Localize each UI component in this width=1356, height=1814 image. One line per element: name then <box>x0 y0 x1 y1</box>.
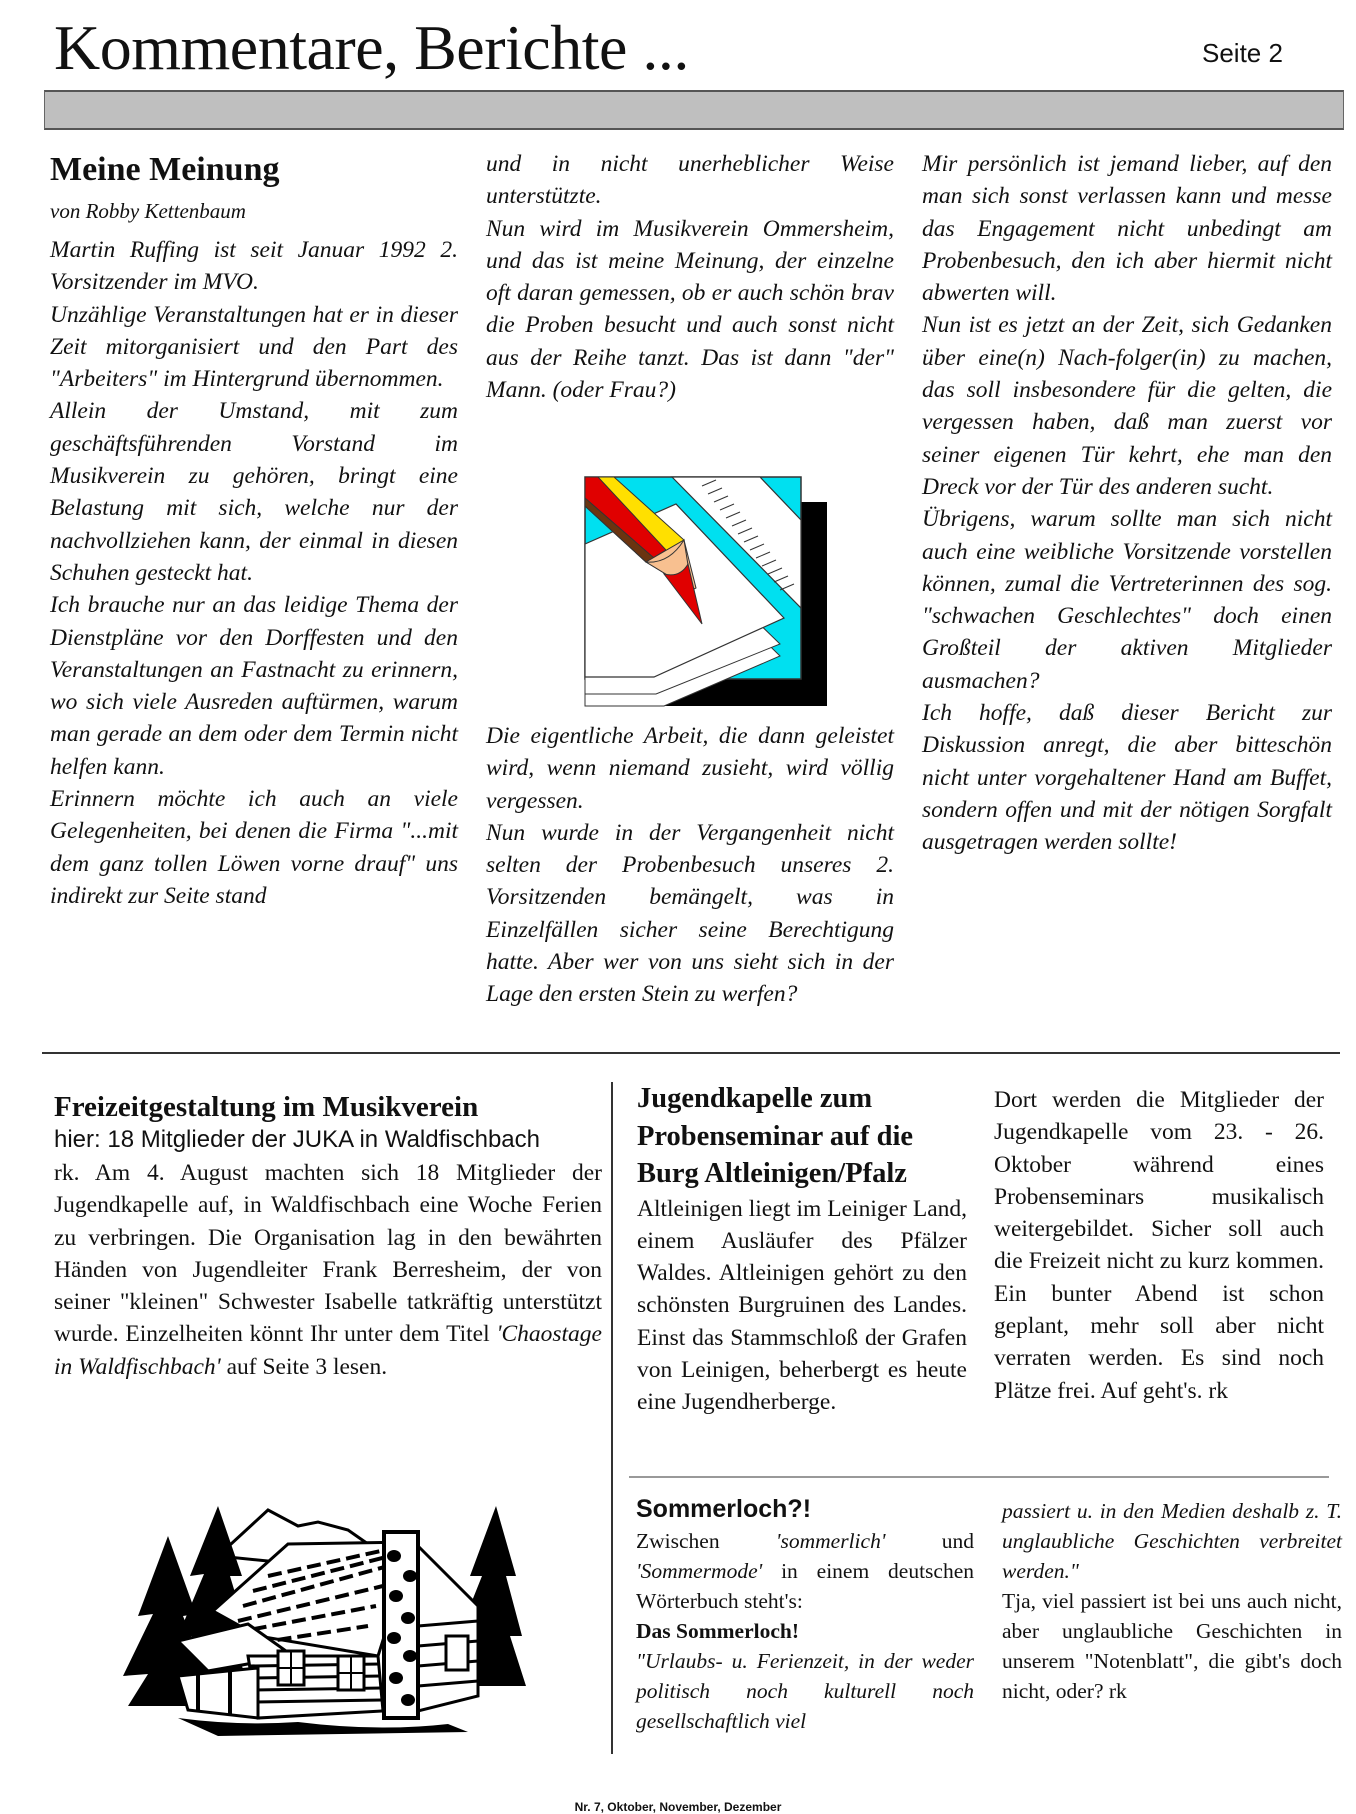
paragraph: Übrigens, warum sollte man sich nicht auch eine weibliche Vorsitzende vorstellen können, zumal die Vertreterinnen des sog. "schwachen Geschlechtes" doch einen Großteil der aktiven Mitglieder ausmachen? <box>922 506 1332 694</box>
paragraph: Dort werden die Mitglieder der Jugendkapelle vom 23. - 26. Oktober während eines Probenseminars musikalisch weitergebildet. Sicher soll auch die Freizeit nicht zu kurz kommen. Ein bunter Abend ist schon geplant, mehr soll aber nicht verraten werden. Es sind noch Plätze frei. Auf geht's. rk <box>994 1087 1324 1404</box>
paragraph <box>54 1157 602 1383</box>
article-meine-meinung-col3 <box>922 148 1332 859</box>
header-bar <box>44 90 1344 130</box>
article-jugendkapelle <box>637 1080 967 1419</box>
paragraph <box>636 1526 974 1616</box>
text-run: rk. Am 4. August machten sich 18 Mitglieder der Jugendkapelle auf, in Waldfischbach eine Woche Ferien zu verbringen. Die Organisation lag in den bewährten Händen von Jugendleiter Frank Berresheim, der von seiner "kleinen" Schwester Isabelle tatkräftig unterstützt wurde. Einzelheiten könnt Ihr unter dem Titel <box>54 1160 602 1348</box>
section-divider <box>629 1476 1329 1478</box>
paragraph: Ich hoffe, daß dieser Bericht zur Diskussion anregt, die aber bitteschön nicht unter vorgehaltener Hand am Buffet, sondern offen und mit der nötigen Sorgfalt ausgetragen werden sollte! <box>922 700 1332 856</box>
text-run: und <box>885 1529 974 1553</box>
column-divider <box>611 1082 613 1754</box>
paragraph: Allein der Umstand, mit zum geschäftsführenden Vorstand im Musikverein zu gehören, bringt eine Belastung mit sich, welche nur der nachvollziehen kann, der einmal in diesen Schuhen gesteckt hat. <box>50 398 458 586</box>
article-freizeitgestaltung <box>54 1090 602 1383</box>
article-title: Meine Meinung <box>50 151 280 188</box>
page-number: Seite 2 <box>1202 38 1283 68</box>
pencil-paper-icon <box>584 476 830 708</box>
paragraph: Nun wird im Musikverein Ommersheim, und das ist meine Meinung, der einzelne oft daran gemessen, ob er auch schön brav die Proben besucht und auch sonst nicht aus der Reihe tanzt. Das ist dann "der" Mann. (oder Frau?) <box>486 215 894 404</box>
footer-issue-info: Nr. 7, Oktober, November, Dezember <box>574 1800 782 1814</box>
paragraph: Martin Ruffing ist seit Januar 1992 2. Vorsitzender im MVO. <box>50 237 458 296</box>
paragraph: Tja, viel passiert ist bei uns auch nicht, aber unglaubliche Geschichten in unserem "Notenblatt", die gibt's doch nicht, oder? rk <box>1002 1589 1342 1703</box>
text-run: in einem deutschen Wörterbuch steht's: <box>636 1559 974 1613</box>
paragraph: Ich brauche nur an das leidige Thema der Dienstpläne vor den Dorffesten und den Veranstaltungen an Fastnacht zu erinnern, wo sich viele Ausreden auftürmen, warum man gerade an dem oder dem Termin nicht helfen kann. <box>50 592 458 780</box>
article-sommerloch <box>636 1494 974 1736</box>
article-title: Sommerloch?! <box>636 1495 812 1523</box>
log-cabin-icon <box>118 1496 526 1740</box>
article-byline: von Robby Kettenbaum <box>50 199 246 223</box>
article-jugendkapelle-continued <box>994 1084 1324 1407</box>
paragraph: Nun ist es jetzt an der Zeit, sich Gedanken über eine(n) Nach-folger(in) zu machen, das soll insbesondere für die gelten, die vergessen haben, daß man zuerst vor seiner eigenen Tür kehrt, ehe man den Dreck vor der Tür des anderen sucht. <box>922 312 1332 500</box>
article-meine-meinung-col1 <box>50 150 458 912</box>
article-title: Freizeitgestaltung im Musikverein <box>54 1091 479 1123</box>
highlight-line: Das Sommerloch! <box>636 1619 800 1643</box>
paragraph: Die eigentliche Arbeit, die dann geleistet wird, wenn niemand zusieht, wird völlig vergessen. <box>486 723 894 814</box>
quoted-term: 'sommerlich' <box>775 1529 886 1553</box>
paragraph: Erinnern möchte ich auch an viele Gelegenheiten, bei denen die Firma "...mit dem ganz tollen Löwen vorne drauf" uns indirekt zur Seite stand <box>50 786 458 909</box>
article-subtitle: hier: 18 Mitglieder der JUKA in Waldfischbach <box>54 1126 540 1153</box>
quoted-term: 'Sommermode' <box>636 1559 763 1583</box>
paragraph: Nun wurde in der Vergangenheit nicht selten der Probenbesuch unseres 2. Vorsitzenden bemängelt, was in Einzelfällen sicher seine Berechtigung hatte. Aber wer von uns sieht sich in der Lage den ersten Stein zu werfen? <box>486 819 894 1008</box>
article-sommerloch-continued <box>1002 1496 1342 1706</box>
text-run: auf Seite 3 lesen. <box>220 1353 388 1380</box>
page-title: Kommentare, Berichte ... <box>54 12 689 83</box>
paragraph: und in nicht unerheblicher Weise unterstützte. <box>486 151 894 210</box>
article-meine-meinung-col2 <box>486 148 894 406</box>
text-run: Zwischen <box>636 1529 776 1553</box>
article-reference: 'Chaostage in Waldfischbach' <box>54 1321 602 1380</box>
paragraph: Mir persönlich ist jemand lieber, auf den man sich sonst verlassen kann und messe das Engagement nicht unbedingt am Probenbesuch, den ich aber hiermit nicht abwerten will. <box>922 151 1332 307</box>
section-divider <box>42 1052 1340 1054</box>
article-meine-meinung-col2-bottom <box>486 720 894 1011</box>
dictionary-quote: passiert u. in den Medien deshalb z. T. unglaubliche Geschichten verbreitet werden." <box>1002 1499 1342 1583</box>
paragraph: Altleinigen liegt im Leiniger Land, einem Ausläufer des Pfälzer Waldes. Altleinigen gehört zu den schönsten Burgruinen des Landes. Einst das Stammschloß der Grafen von Leinigen, beherbergt es heute eine Jugendherberge. <box>637 1195 967 1416</box>
paragraph: Unzählige Veranstaltungen hat er in dieser Zeit mitorganisiert und den Part des "Arbeiters" im Hintergrund übernommen. <box>50 301 458 393</box>
article-title: Jugendkapelle zum Probenseminar auf die Burg Altleinigen/Pfalz <box>637 1083 914 1189</box>
dictionary-quote: "Urlaubs- u. Ferienzeit, in der weder politisch noch kulturell noch gesellschaftlich viel <box>636 1649 974 1733</box>
